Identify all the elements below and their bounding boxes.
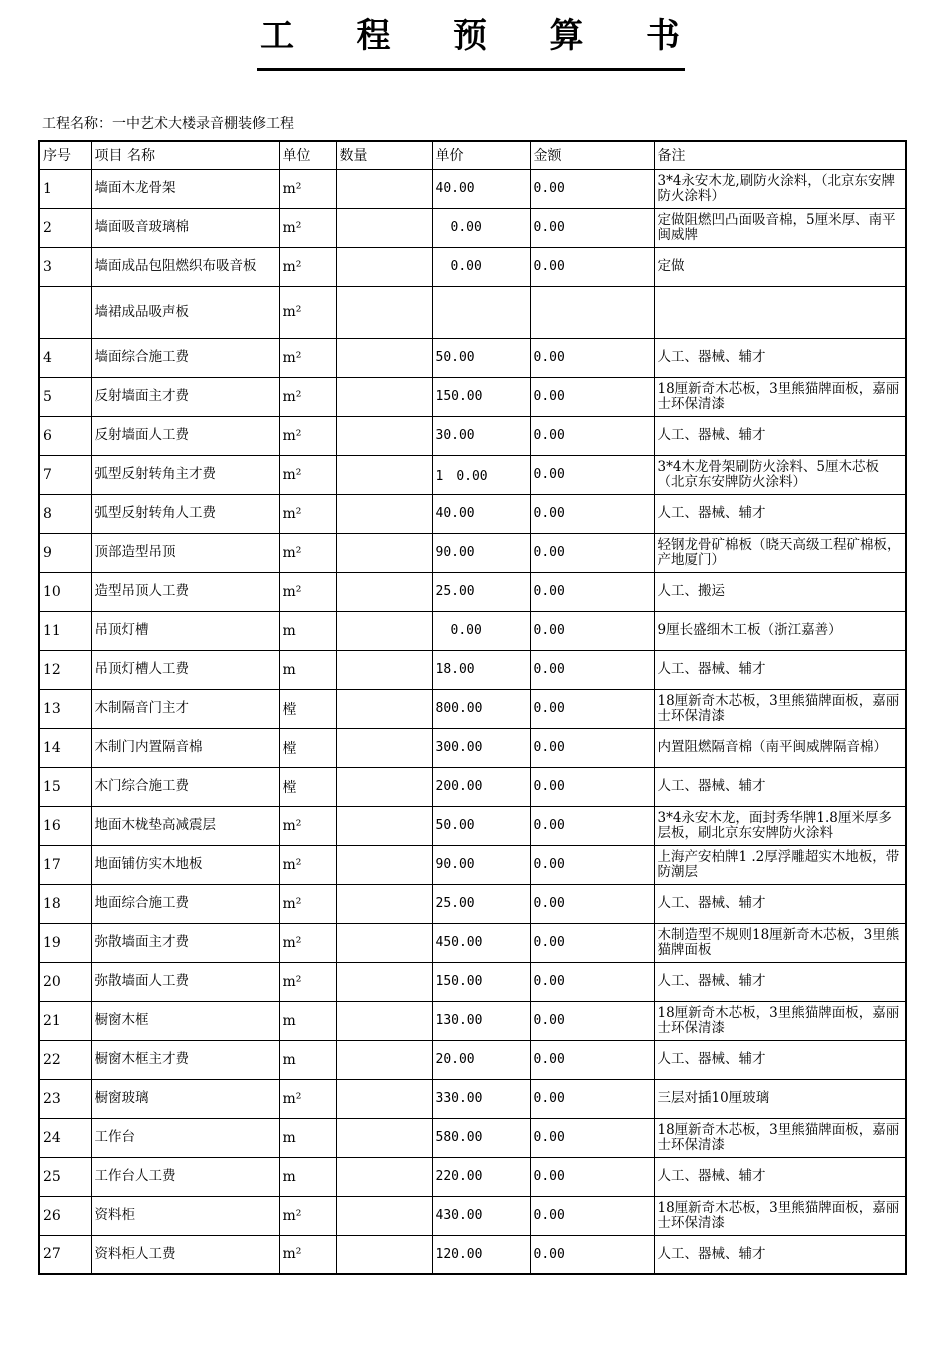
cell-amount: 0.00	[530, 689, 654, 728]
cell-amount: 0.00	[530, 845, 654, 884]
cell-no: 21	[39, 1001, 91, 1040]
cell-qty	[336, 572, 432, 611]
cell-price: 300.00	[432, 728, 530, 767]
cell-note: 定做	[654, 247, 906, 286]
cell-price: 800.00	[432, 689, 530, 728]
cell-note: 人工、搬运	[654, 572, 906, 611]
cell-unit: 樘	[279, 767, 336, 806]
header-price: 单价	[432, 141, 530, 169]
title-underline	[257, 68, 685, 71]
cell-qty	[336, 533, 432, 572]
cell-price: 90.00	[432, 533, 530, 572]
cell-name: 工作台人工费	[91, 1157, 279, 1196]
cell-price: 0.00	[432, 208, 530, 247]
cell-amount: 0.00	[530, 650, 654, 689]
cell-no: 19	[39, 923, 91, 962]
cell-name: 弥散墙面主才费	[91, 923, 279, 962]
cell-unit: m²	[279, 286, 336, 338]
cell-unit: m²	[279, 806, 336, 845]
cell-price: 150.00	[432, 962, 530, 1001]
cell-amount: 0.00	[530, 1040, 654, 1079]
table-row	[39, 845, 906, 884]
cell-qty	[336, 806, 432, 845]
cell-price: 150.00	[432, 377, 530, 416]
cell-unit: 樘	[279, 728, 336, 767]
cell-name: 吊顶灯槽	[91, 611, 279, 650]
cell-qty	[336, 962, 432, 1001]
table-row	[39, 455, 906, 494]
cell-no: 16	[39, 806, 91, 845]
cell-name: 资料柜人工费	[91, 1235, 279, 1274]
cell-name: 地面铺仿实木地板	[91, 845, 279, 884]
table-row	[39, 1196, 906, 1235]
cell-unit: m	[279, 1001, 336, 1040]
cell-price: 330.00	[432, 1079, 530, 1118]
table-row	[39, 689, 906, 728]
cell-note: 人工、器械、辅才	[654, 650, 906, 689]
cell-note: 3*4永安木龙,刷防火涂料，（北京东安牌防火涂料）	[654, 169, 906, 208]
header-amount: 金额	[530, 141, 654, 169]
cell-no: 3	[39, 247, 91, 286]
cell-note: 18厘新奇木芯板，3里熊猫牌面板，嘉丽士环保清漆	[654, 377, 906, 416]
table-row	[39, 1118, 906, 1157]
cell-no: 8	[39, 494, 91, 533]
cell-unit: m	[279, 1157, 336, 1196]
cell-name: 墙面木龙骨架	[91, 169, 279, 208]
cell-qty	[336, 1235, 432, 1274]
cell-no: 20	[39, 962, 91, 1001]
cell-no: 23	[39, 1079, 91, 1118]
cell-unit: m²	[279, 494, 336, 533]
cell-no: 9	[39, 533, 91, 572]
cell-name: 地面木栊垫高减震层	[91, 806, 279, 845]
cell-unit: m²	[279, 208, 336, 247]
table-row	[39, 533, 906, 572]
cell-amount: 0.00	[530, 377, 654, 416]
table-row	[39, 962, 906, 1001]
cell-no: 13	[39, 689, 91, 728]
cell-name: 橱窗木框主才费	[91, 1040, 279, 1079]
cell-price: 200.00	[432, 767, 530, 806]
table-row	[39, 247, 906, 286]
cell-unit: m²	[279, 1235, 336, 1274]
project-name: 工程名称：一中艺术大楼录音棚装修工程	[42, 116, 294, 132]
cell-price: 50.00	[432, 806, 530, 845]
table-row	[39, 728, 906, 767]
cell-note: 定做阻燃凹凸面吸音棉，5厘米厚、南平闽威牌	[654, 208, 906, 247]
cell-unit: m²	[279, 845, 336, 884]
cell-name: 反射墙面主才费	[91, 377, 279, 416]
table-row	[39, 1040, 906, 1079]
cell-no	[39, 286, 91, 338]
cell-no: 25	[39, 1157, 91, 1196]
document-title	[230, 10, 710, 55]
cell-price: 50.00	[432, 338, 530, 377]
table-row	[39, 923, 906, 962]
cell-qty	[336, 1157, 432, 1196]
cell-amount: 0.00	[530, 338, 654, 377]
cell-amount: 0.00	[530, 572, 654, 611]
cell-price: 30.00	[432, 416, 530, 455]
cell-no: 2	[39, 208, 91, 247]
cell-name: 反射墙面人工费	[91, 416, 279, 455]
cell-note: 三层对插10厘玻璃	[654, 1079, 906, 1118]
cell-amount: 0.00	[530, 1235, 654, 1274]
title-char: 书	[646, 16, 680, 56]
cell-qty	[336, 767, 432, 806]
cell-note: 人工、器械、辅才	[654, 767, 906, 806]
title-char: 算	[549, 16, 584, 56]
cell-amount: 0.00	[530, 806, 654, 845]
cell-name: 墙面综合施工费	[91, 338, 279, 377]
cell-note: 人工、器械、辅才	[654, 494, 906, 533]
cell-note: 人工、器械、辅才	[654, 884, 906, 923]
cell-unit: m²	[279, 377, 336, 416]
cell-amount: 0.00	[530, 1118, 654, 1157]
cell-unit: m²	[279, 416, 336, 455]
cell-unit: 樘	[279, 689, 336, 728]
cell-price: 430.00	[432, 1196, 530, 1235]
cell-qty	[336, 1040, 432, 1079]
cell-no: 14	[39, 728, 91, 767]
cell-name: 墙面成品包阻燃织布吸音板	[91, 247, 279, 286]
header-unit: 单位	[279, 141, 336, 169]
cell-price: 25.00	[432, 884, 530, 923]
cell-no: 24	[39, 1118, 91, 1157]
cell-price: 40.00	[432, 494, 530, 533]
cell-qty	[336, 494, 432, 533]
cell-qty	[336, 377, 432, 416]
cell-amount: 0.00	[530, 923, 654, 962]
cell-price: 130.00	[432, 1001, 530, 1040]
title-char: 程	[356, 16, 391, 56]
table-row	[39, 611, 906, 650]
cell-no: 10	[39, 572, 91, 611]
cell-qty	[336, 611, 432, 650]
table-row	[39, 208, 906, 247]
cell-unit: m²	[279, 572, 336, 611]
cell-amount: 0.00	[530, 247, 654, 286]
cell-qty	[336, 169, 432, 208]
cell-note: 人工、器械、辅才	[654, 962, 906, 1001]
cell-name: 弧型反射转角主才费	[91, 455, 279, 494]
cell-note: 3*4永安木龙，面封秀华牌1.8厘米厚多层板，刷北京东安牌防火涂料	[654, 806, 906, 845]
cell-qty	[336, 728, 432, 767]
table-row	[39, 169, 906, 208]
cell-qty	[336, 689, 432, 728]
cell-amount: 0.00	[530, 208, 654, 247]
cell-note: 18厘新奇木芯板，3里熊猫牌面板，嘉丽士环保清漆	[654, 689, 906, 728]
cell-unit: m	[279, 1040, 336, 1079]
cell-amount: 0.00	[530, 416, 654, 455]
cell-unit: m²	[279, 923, 336, 962]
cell-qty	[336, 338, 432, 377]
cell-amount	[530, 286, 654, 338]
table-header-row	[39, 141, 906, 169]
cell-name: 木门综合施工费	[91, 767, 279, 806]
cell-name: 吊顶灯槽人工费	[91, 650, 279, 689]
cell-note: 3*4木龙骨架刷防火涂料、5厘木芯板（北京东安牌防火涂料）	[654, 455, 906, 494]
cell-amount: 0.00	[530, 767, 654, 806]
cell-amount: 0.00	[530, 533, 654, 572]
cell-price	[432, 286, 530, 338]
cell-qty	[336, 455, 432, 494]
header-no: 序号	[39, 141, 91, 169]
cell-name: 资料柜	[91, 1196, 279, 1235]
cell-no: 17	[39, 845, 91, 884]
table-row	[39, 338, 906, 377]
cell-qty	[336, 1196, 432, 1235]
cell-no: 12	[39, 650, 91, 689]
table-row	[39, 1001, 906, 1040]
cell-note: 18厘新奇木芯板，3里熊猫牌面板，嘉丽士环保清漆	[654, 1196, 906, 1235]
cell-qty	[336, 1001, 432, 1040]
cell-note: 轻钢龙骨矿棉板（晓天高级工程矿棉板，产地厦门）	[654, 533, 906, 572]
header-note: 备注	[654, 141, 906, 169]
cell-note: 人工、器械、辅才	[654, 338, 906, 377]
cell-name: 弧型反射转角人工费	[91, 494, 279, 533]
cell-price: 450.00	[432, 923, 530, 962]
cell-price: 40.00	[432, 169, 530, 208]
cell-qty	[336, 845, 432, 884]
cell-amount: 0.00	[530, 1001, 654, 1040]
cell-price: 220.00	[432, 1157, 530, 1196]
cell-price: 20.00	[432, 1040, 530, 1079]
cell-unit: m²	[279, 169, 336, 208]
title-char: 预	[453, 16, 487, 56]
table-row	[39, 494, 906, 533]
cell-amount: 0.00	[530, 611, 654, 650]
table-row	[39, 572, 906, 611]
cell-price: 120.00	[432, 1235, 530, 1274]
cell-note: 人工、器械、辅才	[654, 416, 906, 455]
cell-no: 11	[39, 611, 91, 650]
header-name: 项目 名称	[91, 141, 279, 169]
cell-amount: 0.00	[530, 728, 654, 767]
cell-note: 人工、器械、辅才	[654, 1235, 906, 1274]
cell-unit: m	[279, 650, 336, 689]
cell-amount: 0.00	[530, 962, 654, 1001]
cell-qty	[336, 208, 432, 247]
table-row	[39, 650, 906, 689]
cell-name: 橱窗木框	[91, 1001, 279, 1040]
cell-no: 22	[39, 1040, 91, 1079]
cell-note	[654, 286, 906, 338]
cell-no: 4	[39, 338, 91, 377]
table-row	[39, 884, 906, 923]
budget-table	[38, 140, 907, 1275]
cell-no: 18	[39, 884, 91, 923]
cell-unit: m²	[279, 1079, 336, 1118]
cell-qty	[336, 247, 432, 286]
cell-note: 内置阻燃隔音棉（南平闽威牌隔音棉）	[654, 728, 906, 767]
cell-name: 弥散墙面人工费	[91, 962, 279, 1001]
cell-name: 木制隔音门主才	[91, 689, 279, 728]
cell-price: 25.00	[432, 572, 530, 611]
cell-price: 580.00	[432, 1118, 530, 1157]
table-row	[39, 1079, 906, 1118]
table-row	[39, 377, 906, 416]
cell-qty	[336, 650, 432, 689]
cell-amount: 0.00	[530, 169, 654, 208]
cell-note: 18厘新奇木芯板，3里熊猫牌面板，嘉丽士环保清漆	[654, 1118, 906, 1157]
cell-unit: m²	[279, 247, 336, 286]
cell-name: 顶部造型吊顶	[91, 533, 279, 572]
cell-unit: m²	[279, 455, 336, 494]
header-qty: 数量	[336, 141, 432, 169]
cell-unit: m²	[279, 884, 336, 923]
cell-qty	[336, 1118, 432, 1157]
cell-note: 人工、器械、辅才	[654, 1157, 906, 1196]
cell-price: 1 0.00	[432, 455, 530, 494]
cell-note: 木制造型不规则18厘新奇木芯板，3里熊猫牌面板	[654, 923, 906, 962]
cell-name: 橱窗玻璃	[91, 1079, 279, 1118]
table-row	[39, 416, 906, 455]
cell-name: 地面综合施工费	[91, 884, 279, 923]
cell-amount: 0.00	[530, 455, 654, 494]
cell-no: 7	[39, 455, 91, 494]
cell-no: 5	[39, 377, 91, 416]
cell-unit: m	[279, 1118, 336, 1157]
cell-no: 27	[39, 1235, 91, 1274]
cell-price: 0.00	[432, 611, 530, 650]
cell-no: 6	[39, 416, 91, 455]
cell-unit: m	[279, 611, 336, 650]
cell-qty	[336, 416, 432, 455]
cell-no: 15	[39, 767, 91, 806]
cell-price: 18.00	[432, 650, 530, 689]
cell-price: 0.00	[432, 247, 530, 286]
cell-qty	[336, 286, 432, 338]
cell-name: 造型吊顶人工费	[91, 572, 279, 611]
cell-name: 墙裙成品吸声板	[91, 286, 279, 338]
cell-name: 工作台	[91, 1118, 279, 1157]
table-row	[39, 767, 906, 806]
cell-name: 墙面吸音玻璃棉	[91, 208, 279, 247]
cell-qty	[336, 1079, 432, 1118]
cell-unit: m²	[279, 962, 336, 1001]
cell-unit: m²	[279, 1196, 336, 1235]
cell-qty	[336, 923, 432, 962]
title-char: 工	[260, 16, 294, 56]
cell-no: 1	[39, 169, 91, 208]
cell-price: 90.00	[432, 845, 530, 884]
cell-qty	[336, 884, 432, 923]
cell-note: 上海产安柏牌1 .2厚浮雕超实木地板，带防潮层	[654, 845, 906, 884]
cell-amount: 0.00	[530, 494, 654, 533]
cell-no: 26	[39, 1196, 91, 1235]
cell-note: 18厘新奇木芯板，3里熊猫牌面板，嘉丽士环保清漆	[654, 1001, 906, 1040]
cell-amount: 0.00	[530, 884, 654, 923]
table-row	[39, 1157, 906, 1196]
table-row	[39, 1235, 906, 1274]
cell-amount: 0.00	[530, 1196, 654, 1235]
cell-name: 木制门内置隔音棉	[91, 728, 279, 767]
table-row	[39, 806, 906, 845]
cell-unit: m²	[279, 338, 336, 377]
cell-amount: 0.00	[530, 1079, 654, 1118]
table-row	[39, 286, 906, 338]
cell-amount: 0.00	[530, 1157, 654, 1196]
cell-note: 9厘长盛细木工板（浙江嘉善）	[654, 611, 906, 650]
cell-unit: m²	[279, 533, 336, 572]
cell-note: 人工、器械、辅才	[654, 1040, 906, 1079]
